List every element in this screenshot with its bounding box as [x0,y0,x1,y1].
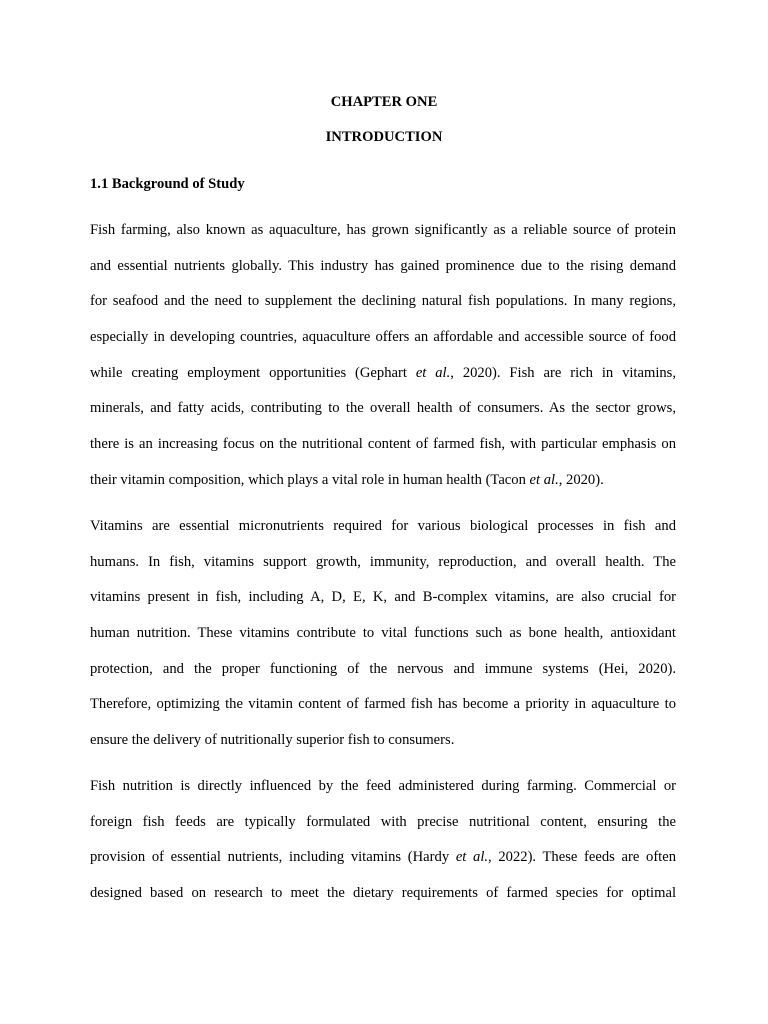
text-line [90,221,676,257]
text-line [90,517,676,553]
text-line [90,777,676,813]
text-run: protection, and the proper functioning of the nervous and immune systems (Hei, 2020). [90,660,676,677]
italic-text: et al. [415,364,451,381]
paragraph [90,777,676,920]
text-run: for seafood and the need to supplement the declining natural fish populations. In many regions, [90,293,676,310]
paragraph [90,221,676,507]
text-run: vitamins present in fish, including A, D, E, K, and B-complex vitamins, are also crucial for [90,589,676,606]
text-line [90,813,676,849]
text-run: their vitamin composition, which plays a vital role in human health (Tacon [90,471,530,488]
text-run: , 2022). These feeds are often [488,849,676,866]
text-line [90,624,676,660]
text-run: human nutrition. These vitamins contribute to vital functions such as bone health, antioxidant [90,625,676,642]
text-run: provision of essential nutrients, including vitamins (Hardy [90,849,456,866]
text-run: ensure the delivery of nutritionally superior fish to consumers. [90,732,455,749]
section-heading: 1.1 Background of Study [90,176,245,192]
text-line [90,848,676,884]
paragraph [90,517,676,767]
text-run: there is an increasing focus on the nutritional content of farmed fish, with particular emphasis on [90,436,676,453]
text-run: Vitamins are essential micronutrients required for various biological processes in fish and [90,518,676,534]
chapter-label: CHAPTER ONE [330,94,438,110]
text-run: foreign fish feeds are typically formulated with precise nutritional content, ensuring the [90,813,676,830]
text-line [90,399,676,435]
text-run: humans. In fish, vitamins support growth, immunity, reproduction, and overall health. The [90,553,676,570]
text-line [90,292,676,328]
italic-text: et al. [529,471,559,488]
text-line [90,884,676,920]
text-line [90,588,676,624]
text-run: especially in developing countries, aquaculture offers an affordable and accessible source of food [90,329,676,346]
text-line [90,731,676,767]
chapter-title: INTRODUCTION [325,129,443,145]
text-line [90,364,676,400]
text-line [90,695,676,731]
text-run: while creating employment opportunities (Gephart [90,364,416,381]
text-run: minerals, and fatty acids, contributing to the overall health of consumers. As the sector grows, [90,400,676,417]
text-line [90,553,676,589]
text-line [90,471,676,507]
text-line [90,257,676,293]
text-run: and essential nutrients globally. This industry has gained prominence due to the rising demand [90,257,676,274]
text-line [90,328,676,364]
text-run: Therefore, optimizing the vitamin content of farmed fish has become a priority in aquaculture to [90,696,676,713]
text-run: Fish nutrition is directly influenced by the feed administered during farming. Commercial or [90,778,676,794]
text-line [90,660,676,696]
text-line [90,435,676,471]
text-run: designed based on research to meet the dietary requirements of farmed species for optimal [90,885,676,902]
text-run: , 2020). Fish are rich in vitamins, [450,364,676,381]
text-run: , 2020). [558,471,604,488]
text-run: Fish farming, also known as aquaculture, has grown significantly as a reliable source of protein [90,222,676,238]
italic-text: et al. [455,849,489,866]
